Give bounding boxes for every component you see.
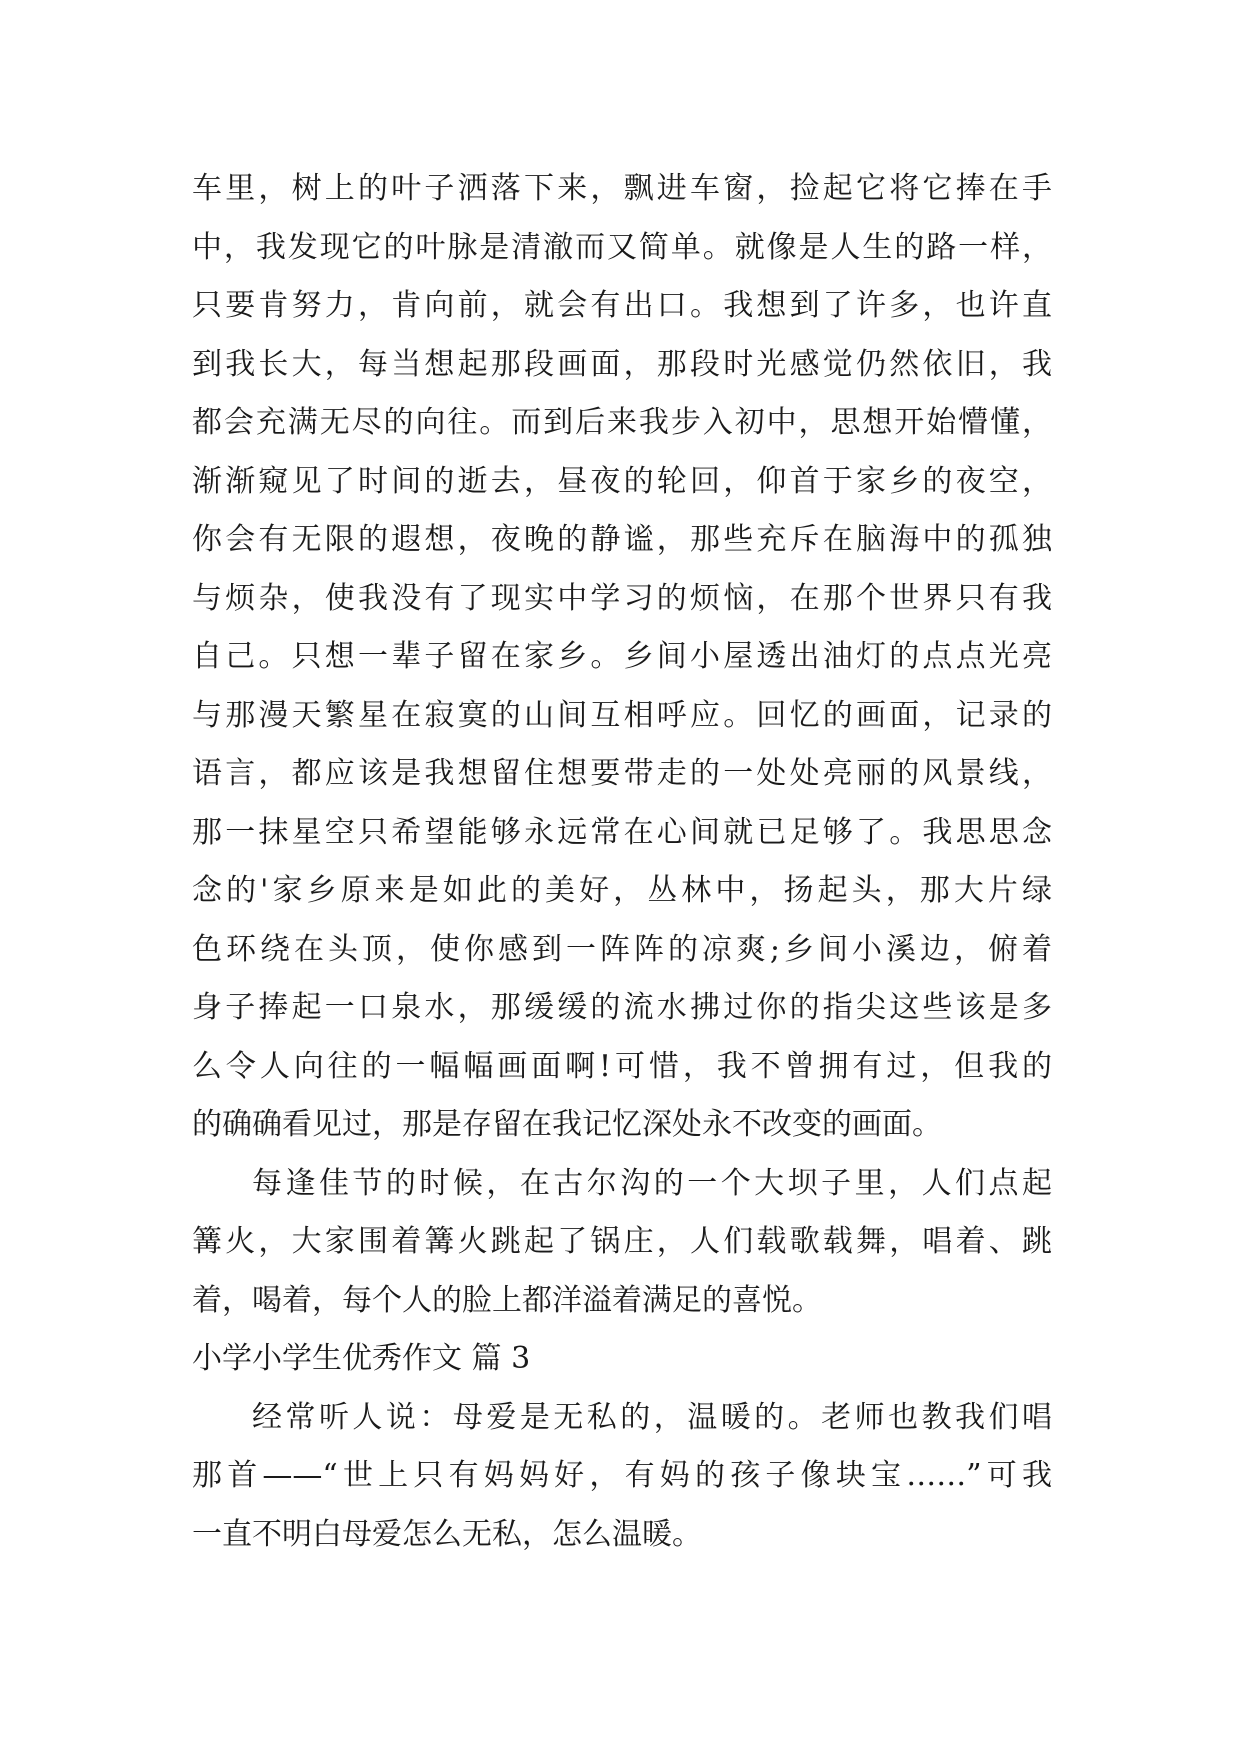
- text-line: 你会有无限的遐想，夜晚的静谧，那些充斥在脑海中的孤独: [192, 522, 1052, 557]
- text-line: 一直不明白母爱怎么无私，怎么温暖。: [192, 1516, 702, 1552]
- text-line: 自己。只想一辈子留在家乡。乡间小屋透出油灯的点点光亮: [192, 639, 1052, 674]
- text-line: 经常听人说：母爱是无私的，温暖的。老师也教我们唱: [252, 1399, 1052, 1435]
- text-line: 都会充满无尽的向往。而到后来我步入初中，思想开始懵懂，: [192, 405, 1052, 440]
- text-line: 到我长大，每当想起那段画面，那段时光感觉仍然依旧，我: [192, 346, 1052, 382]
- text-line: 么令人向往的一幅幅画面啊!可惜，我不曾拥有过，但我的: [192, 1048, 1052, 1084]
- text-line: 念的'家乡原来是如此的美好，丛林中，扬起头，那大片绿: [192, 873, 1052, 908]
- text-line: 渐渐窥见了时间的逝去，昼夜的轮回，仰首于家乡的夜空，: [192, 463, 1052, 499]
- document-body: [192, 160, 1052, 1564]
- text-line: 语言，都应该是我想留住想要带走的一处处亮丽的风景线，: [192, 756, 1052, 791]
- text-line: 只要肯努力，肯向前，就会有出口。我想到了许多，也许直: [192, 288, 1052, 323]
- section-heading: 小学小学生优秀作文 篇 3: [192, 1341, 531, 1376]
- text-line: 与那漫天繁星在寂寞的山间互相呼应。回忆的画面，记录的: [192, 697, 1052, 733]
- paragraph-hometown-memories: [192, 160, 1052, 1155]
- text-line: 中，我发现它的叶脉是清澈而又简单。就像是人生的路一样，: [192, 229, 1052, 265]
- text-line: 的确确看见过，那是存留在我记忆深处永不改变的画面。: [192, 1107, 942, 1142]
- text-line: 每逢佳节的时候，在古尔沟的一个大坝子里，人们点起: [252, 1165, 1052, 1201]
- text-line: 色环绕在头顶，使你感到一阵阵的凉爽;乡间小溪边，俯着: [192, 931, 1052, 967]
- paragraph-mothers-love: [192, 1389, 1052, 1565]
- text-line: 着，喝着，每个人的脸上都洋溢着满足的喜悦。: [192, 1282, 822, 1318]
- text-line: 那一抹星空只希望能够永远常在心间就已足够了。我思思念: [192, 814, 1052, 850]
- text-line: 与烦杂，使我没有了现实中学习的烦恼，在那个世界只有我: [192, 580, 1052, 616]
- text-line: 身子捧起一口泉水，那缓缓的流水拂过你的指尖这些该是多: [192, 990, 1052, 1025]
- text-line: 那首——“世上只有妈妈好，有妈的孩子像块宝……”可我: [192, 1458, 1052, 1493]
- text-line: 篝火，大家围着篝火跳起了锅庄，人们载歌载舞，唱着、跳: [192, 1224, 1052, 1259]
- text-line: 车里，树上的叶子洒落下来，飘进车窗，捡起它将它捧在手: [192, 171, 1052, 206]
- paragraph-festival: [192, 1155, 1052, 1331]
